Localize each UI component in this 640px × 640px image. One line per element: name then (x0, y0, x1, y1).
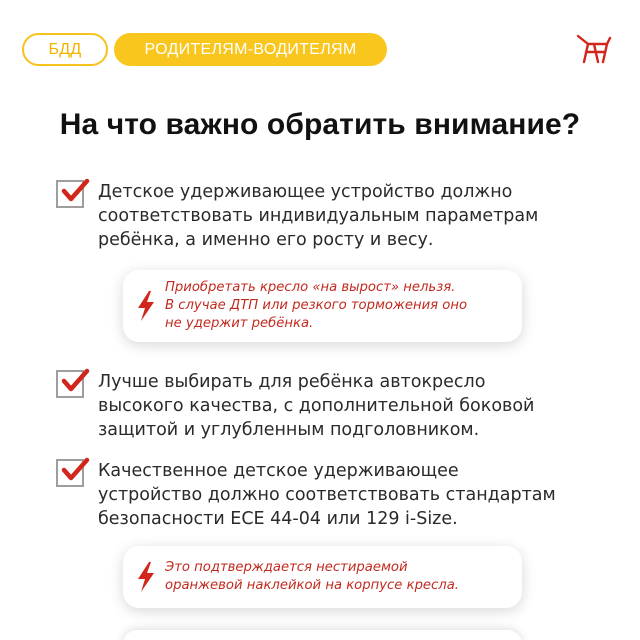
checkbox (56, 180, 84, 208)
checklist-item (56, 370, 534, 442)
page-title: На что важно обратить внимание? (59, 108, 581, 141)
tag-parents-drivers[interactable]: РОДИТЕЛЯМ-ВОДИТЕЛЯМ (114, 33, 387, 66)
next-note-card (123, 630, 522, 640)
warning-note (123, 270, 522, 342)
item-text: Детское удерживающее устройство должно соответствовать индивидуальным параметрам ребёнка, а именно его росту и весу. (98, 182, 539, 250)
checkmark-icon (60, 176, 90, 206)
lightning-icon (135, 290, 157, 322)
chair-icon (574, 30, 614, 66)
lightning-icon (135, 561, 157, 593)
note-text: Это подтверждается нестираемой оранжевой наклейкой на корпусе кресла. (165, 560, 460, 593)
info-note (123, 546, 522, 608)
checklist-item (56, 180, 538, 252)
item-text: Качественное детское удерживающее устройство должно соответствовать стандартам безопасности ECE 44-04 или 129 i-Size. (98, 461, 556, 529)
item-text: Лучше выбирать для ребёнка автокресло высокого качества, с дополнительной боковой защитой и углубленным подголовником. (98, 372, 535, 440)
tag-bdd[interactable]: БДД (22, 33, 108, 66)
checklist-item (56, 459, 556, 531)
checkmark-icon (60, 366, 90, 396)
note-text: Приобретать кресло «на вырост» нельзя. В случае ДТП или резкого торможения оно не удержит ребёнка. (165, 280, 468, 331)
checkbox (56, 370, 84, 398)
checkmark-icon (60, 455, 90, 485)
checkbox (56, 459, 84, 487)
